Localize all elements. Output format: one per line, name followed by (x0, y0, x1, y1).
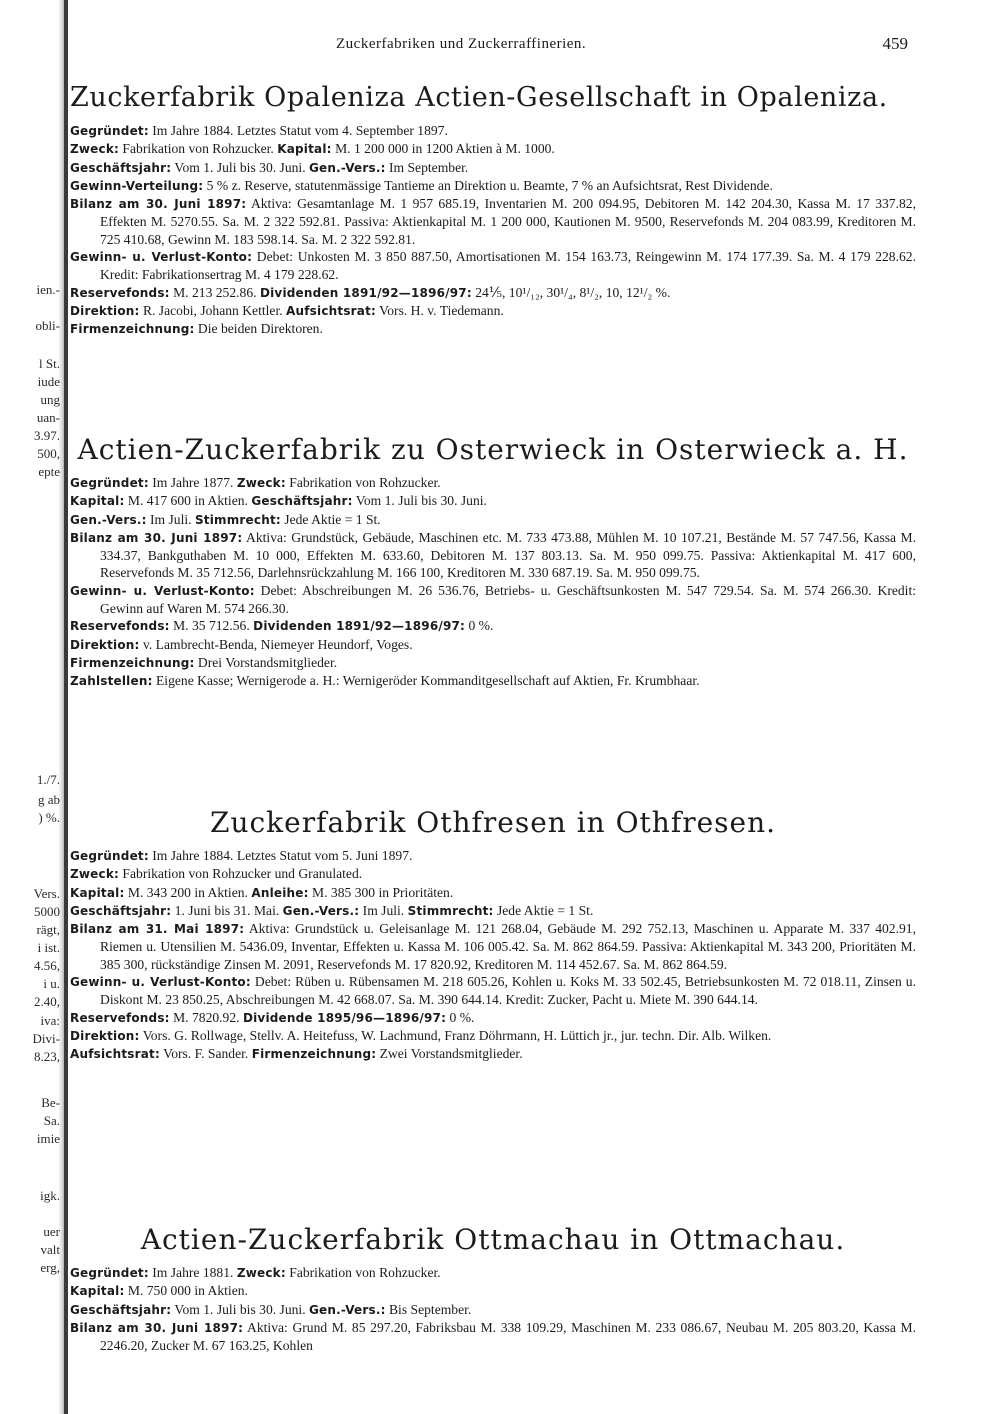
reserve-dividend-line (70, 617, 916, 635)
field-label: Bilanz am 30. Juni 1897: (70, 197, 247, 212)
field-value: Vors. G. Rollwage, Stellv. A. Heitefuss, W. Lachmund, Franz Döhrmann, H. Lüttich jr., jur. techn. Dir. Alb. Wilken. (139, 1027, 772, 1043)
company-entry (70, 805, 916, 1064)
management-line (70, 1027, 916, 1045)
running-head: Zuckerfabriken und Zuckerraffinerien. (336, 36, 587, 52)
company-heading: Actien-Zuckerfabrik zu Osterwieck in Osterwieck a. H. (77, 433, 909, 466)
profit-distribution-line (70, 177, 916, 195)
company-entry (70, 432, 916, 691)
meeting-voting-line (70, 511, 916, 529)
field-value: Fabrikation von Rohzucker. (285, 1265, 441, 1280)
field-label: Geschäftsjahr: (70, 903, 172, 918)
prev-page-fragment: epte (38, 464, 60, 479)
prev-page-fragment: ien.- (36, 282, 60, 297)
field-value: Eigene Kasse; Wernigerode a. H.: Wernigeröder Kommanditgesellschaft auf Aktien, Fr. Krumbhaar. (152, 673, 700, 689)
field-label: Kapital: (70, 1284, 125, 1299)
previous-page-fragments (0, 0, 62, 1414)
field-label: Dividende 1895/96—1896/97: (242, 1010, 447, 1025)
field-label: Anleihe: (251, 885, 309, 900)
prev-page-fragment: Vers. (33, 886, 60, 901)
field-label: Gegründet: (70, 849, 149, 863)
field-value: Aktiva: Gesamtanlage M. 1 957 685.19, Inventarien M. 200 094.95, Debitoren M. 142 204.30, Kassa M. 17 337.82, Effekten M. 5270.55. Sa. M. 2 322 592.81. Passiva: Aktienkapital M. 1 200 000, Kautionen M. 9500, Reservefonds M. 204 083.99, Kreditoren M. 725 410.68, Gewinn M. 183 598.14. Sa. M. 2 322 592.81. (100, 196, 916, 247)
company-heading: Zuckerfabrik Opaleniza Actien-Gesellschaft in Opaleniza. (70, 82, 888, 113)
field-value: M. 750 000 in Aktien. (124, 1283, 248, 1299)
field-label: Gen.-Vers.: (282, 903, 360, 918)
field-label: Reservefonds: (70, 285, 170, 300)
prev-page-fragment: uer (43, 1224, 60, 1239)
field-value: Im Juli. (146, 511, 195, 527)
field-value: M. 1 200 000 in 1200 Aktien à M. 1000. (331, 141, 555, 157)
field-label: Gewinn- u. Verlust-Konto: (70, 250, 253, 265)
prev-page-fragment: valt (40, 1242, 60, 1257)
balance-sheet-line (70, 1319, 916, 1355)
field-label: Bilanz am 30. Juni 1897: (70, 1320, 244, 1335)
reserve-dividend-line (70, 1009, 916, 1027)
page-number: 459 (882, 34, 908, 53)
founded-purpose-line (70, 1264, 916, 1282)
balance-sheet-line (70, 529, 916, 582)
field-label: Zweck: (70, 142, 120, 157)
field-value: Die beiden Direktoren. (194, 321, 323, 337)
field-label: Gegründet: (70, 1266, 149, 1280)
management-line (70, 302, 916, 320)
profit-loss-line (70, 582, 916, 618)
field-label: Firmenzeichnung: (70, 655, 195, 670)
purpose-line (70, 865, 916, 883)
field-value: Vors. F. Sander. (160, 1046, 252, 1062)
field-label: Reservefonds: (70, 1010, 170, 1025)
field-label: Firmenzeichnung: (251, 1047, 377, 1062)
field-value: Im September. (385, 159, 469, 175)
profit-loss-line (70, 248, 916, 284)
prev-page-fragment: ) %. (38, 810, 60, 825)
prev-page-fragment: Be- (41, 1095, 60, 1110)
field-value: Debet: Rüben u. Rübensamen M. 218 605.26, Kohlen u. Koks M. 33 502.45, Betriebsunkosten M. 72 018.11, Zinsen u. Diskont M. 23 850.25, Abschreibungen M. 42 668.07. Sa. M. 390 644.14. Kredit: Zucker, Pacht u. Miete M. 390 644.14. (100, 974, 916, 1008)
prev-page-fragment: rägt, (36, 922, 60, 937)
field-label: Gegründet: (70, 124, 149, 138)
field-label: Bilanz am 31. Mai 1897: (70, 922, 245, 937)
field-label: Bilanz am 30. Juni 1897: (70, 530, 243, 545)
prev-page-fragment: 5000 (34, 904, 60, 919)
field-label: Geschäftsjahr: (251, 494, 353, 509)
company-entry (70, 80, 916, 339)
field-value: Debet: Abschreibungen M. 26 536.76, Betriebs- u. Geschäftsunkosten M. 547 729.54. Sa. M. 574 266.30. Kredit: Gewinn auf Waren M. 574 266.30. (100, 582, 917, 617)
balance-sheet-line (70, 920, 916, 973)
field-value: 24⅕, 10¹/₁₂, 30¹/₄, 8¹/₂, 10, 12¹/₂ %. (471, 284, 671, 300)
prev-page-fragment: Divi- (32, 1031, 60, 1046)
prev-page-fragment: 1./7. (36, 772, 60, 787)
board-signature-line (70, 1045, 916, 1063)
purpose-capital-line (70, 140, 916, 158)
prev-page-fragment: ung (40, 392, 60, 407)
profit-loss-line (70, 973, 916, 1009)
prev-page-fragment: iude (37, 374, 60, 389)
field-value: Im Jahre 1877. (148, 475, 237, 490)
company-details (70, 847, 916, 1064)
field-label: Gewinn- u. Verlust-Konto: (70, 583, 255, 598)
balance-sheet-line (70, 195, 916, 248)
field-value: Im Jahre 1881. (148, 1265, 237, 1280)
field-value: R. Jacobi, Johann Kettler. (139, 302, 287, 318)
field-label: Aufsichtsrat: (70, 1047, 160, 1062)
field-value: M. 35 712.56. (169, 618, 254, 634)
company-entry (70, 1222, 916, 1354)
field-value: M. 417 600 in Aktien. (124, 493, 252, 509)
field-value: 0 %. (465, 618, 494, 634)
company-details (70, 1264, 916, 1354)
signature-line (70, 320, 916, 338)
field-label: Gen.-Vers.: (309, 160, 386, 175)
prev-page-fragment: Sa. (43, 1113, 60, 1128)
field-value: Fabrikation von Rohzucker. (119, 141, 278, 157)
signature-line (70, 654, 916, 672)
field-value: Fabrikation von Rohzucker und Granulated. (119, 866, 363, 882)
field-value: Aktiva: Grundstück, Gebäude, Maschinen etc. M. 733 473.88, Mühlen M. 10 107.21, Bestände M. 57 747.56, Kassa M. 334.37, Bankguthaben M. 10 000, Effekten M. 633.60, Debitoren M. 137 803.13. Sa. M. 950 099.75. Passiva: Aktienkapital M. 417 600, Reservefonds M. 35 712.56, Darlehnsrückzahlung M. 166 100, Kreditoren M. 330 687.19. Sa. M. 950 099.75. (100, 529, 916, 581)
field-label: Direktion: (70, 1028, 140, 1043)
capital-fiscal-year-line (70, 492, 916, 510)
prev-page-fragment: iva: (40, 1013, 60, 1028)
reserve-dividend-line (70, 284, 916, 302)
founded-line (70, 847, 916, 865)
field-value: M. 7820.92. (169, 1009, 243, 1025)
field-value: v. Lambrecht-Benda, Niemeyer Heundorf, Voges. (139, 636, 413, 652)
capital-line (70, 1282, 916, 1300)
field-value: Aktiva: Grundstück u. Geleisanlage M. 121 268.04, Gebäude M. 292 752.13, Maschinen u. Apparate M. 337 402.91, Riemen u. Utensilien M. 5436.09, Inventar, Effekten u. Kassa M. 106 005.42. Sa. M. 862 864.59. Passiva: Aktienkapital M. 343 200, Prioritäten M. 385 300, rückständige Zinsen M. 2091, Reservefonds M. 17 820.92, Kreditoren M. 114 452.67. Sa. M. 862 864.59. (100, 921, 916, 972)
field-label: Stimmrecht: (407, 903, 494, 918)
field-value: Vom 1. Juli bis 30. Juni. (171, 159, 309, 175)
field-value: Im Jahre 1884. Letztes Statut vom 4. September 1897. (148, 123, 448, 138)
field-label: Kapital: (70, 885, 125, 900)
field-label: Direktion: (70, 637, 140, 652)
paying-agents-line (70, 672, 916, 690)
company-heading: Actien-Zuckerfabrik Ottmachau in Ottmachau. (140, 1223, 846, 1256)
field-label: Gewinn- u. Verlust-Konto: (70, 975, 251, 990)
field-label: Zahlstellen: (70, 674, 153, 689)
field-value: Im Jahre 1884. Letztes Statut vom 5. Juni 1897. (148, 848, 413, 863)
field-value: Fabrikation von Rohzucker. (285, 475, 441, 490)
field-value: 5 % z. Reserve, statutenmässige Tantieme an Direktion u. Beamte, 7 % an Aufsichtsrat, Rest Dividende. (203, 177, 773, 193)
field-value: Vors. H. v. Tiedemann. (376, 302, 504, 318)
page-fold-line (64, 0, 68, 1414)
field-label: Stimmrecht: (194, 512, 281, 527)
founded-line (70, 122, 916, 140)
field-label: Gegründet: (70, 476, 149, 490)
field-label: Gewinn-Verteilung: (70, 178, 204, 193)
field-value: M. 385 300 in Prioritäten. (308, 884, 454, 900)
prev-page-fragment: 4.56, (34, 958, 60, 973)
prev-page-fragment: l St. (39, 356, 60, 371)
field-label: Firmenzeichnung: (70, 322, 195, 337)
field-label: Aufsichtsrat: (286, 303, 377, 318)
field-value: Im Juli. (359, 902, 408, 918)
field-label: Dividenden 1891/92—1896/97: (253, 619, 466, 634)
field-value: M. 213 252.86. (169, 284, 260, 300)
prev-page-fragment: uan- (36, 410, 60, 425)
prev-page-fragment: 3.97. (34, 428, 60, 443)
company-details (70, 474, 916, 691)
prev-page-fragment: 2.40, (34, 994, 60, 1009)
field-value: Jede Aktie = 1 St. (493, 902, 594, 918)
company-heading: Zuckerfabrik Othfresen in Othfresen. (209, 806, 777, 839)
field-label: Direktion: (70, 303, 140, 318)
prev-page-fragment: igk. (40, 1188, 60, 1203)
field-value: 0 %. (446, 1009, 475, 1025)
prev-page-fragment: 8.23, (34, 1049, 60, 1064)
field-label: Zweck: (236, 476, 286, 490)
field-label: Gen.-Vers.: (309, 1302, 386, 1317)
founded-purpose-line (70, 474, 916, 492)
fiscal-meeting-voting-line (70, 902, 916, 920)
field-label: Kapital: (70, 494, 125, 509)
field-label: Geschäftsjahr: (70, 160, 172, 175)
capital-loan-line (70, 884, 916, 902)
field-value: Vom 1. Juli bis 30. Juni. (352, 493, 487, 509)
field-value: Jede Aktie = 1 St. (280, 511, 381, 527)
fiscal-year-line (70, 159, 916, 177)
prev-page-fragment: 500, (37, 446, 60, 461)
prev-page-fragment: i u. (43, 976, 60, 991)
field-value: M. 343 200 in Aktien. (124, 884, 252, 900)
field-value: Debet: Unkosten M. 3 850 887.50, Amortisationen M. 154 163.73, Reingewinn M. 174 177.39. Sa. M. 4 179 228.62. Kredit: Fabrikationsertrag M. 4 179 228.62. (100, 249, 916, 283)
company-details (70, 122, 916, 339)
prev-page-fragment: i ist. (37, 940, 60, 955)
prev-page-fragment: erg, (40, 1260, 60, 1275)
prev-page-fragment: imie (36, 1131, 60, 1146)
field-value: 1. Juni bis 31. Mai. (171, 902, 283, 918)
field-value: Drei Vorstandsmitglieder. (194, 654, 338, 670)
field-label: Reservefonds: (70, 619, 170, 634)
field-value: Vom 1. Juli bis 30. Juni. (171, 1301, 309, 1317)
prev-page-fragment: g ab (37, 792, 60, 807)
field-label: Zweck: (70, 867, 120, 882)
field-label: Geschäftsjahr: (70, 1302, 172, 1317)
field-label: Dividenden 1891/92—1896/97: (259, 285, 472, 300)
field-label: Kapital: (277, 142, 332, 157)
prev-page-fragment: obli- (35, 318, 60, 333)
fiscal-meeting-line (70, 1301, 916, 1319)
field-value: Bis September. (385, 1301, 472, 1317)
field-label: Zweck: (236, 1266, 286, 1280)
field-label: Gen.-Vers.: (70, 512, 147, 527)
management-line (70, 636, 916, 654)
field-value: Aktiva: Grund M. 85 297.20, Fabriksbau M. 338 109.29, Maschinen M. 233 086.67, Neubau M. 205 803.20, Kassa M. 2246.20, Zucker M. 67 163.25, Kohlen (100, 1319, 916, 1354)
field-value: Zwei Vorstandsmitglieder. (376, 1046, 523, 1062)
